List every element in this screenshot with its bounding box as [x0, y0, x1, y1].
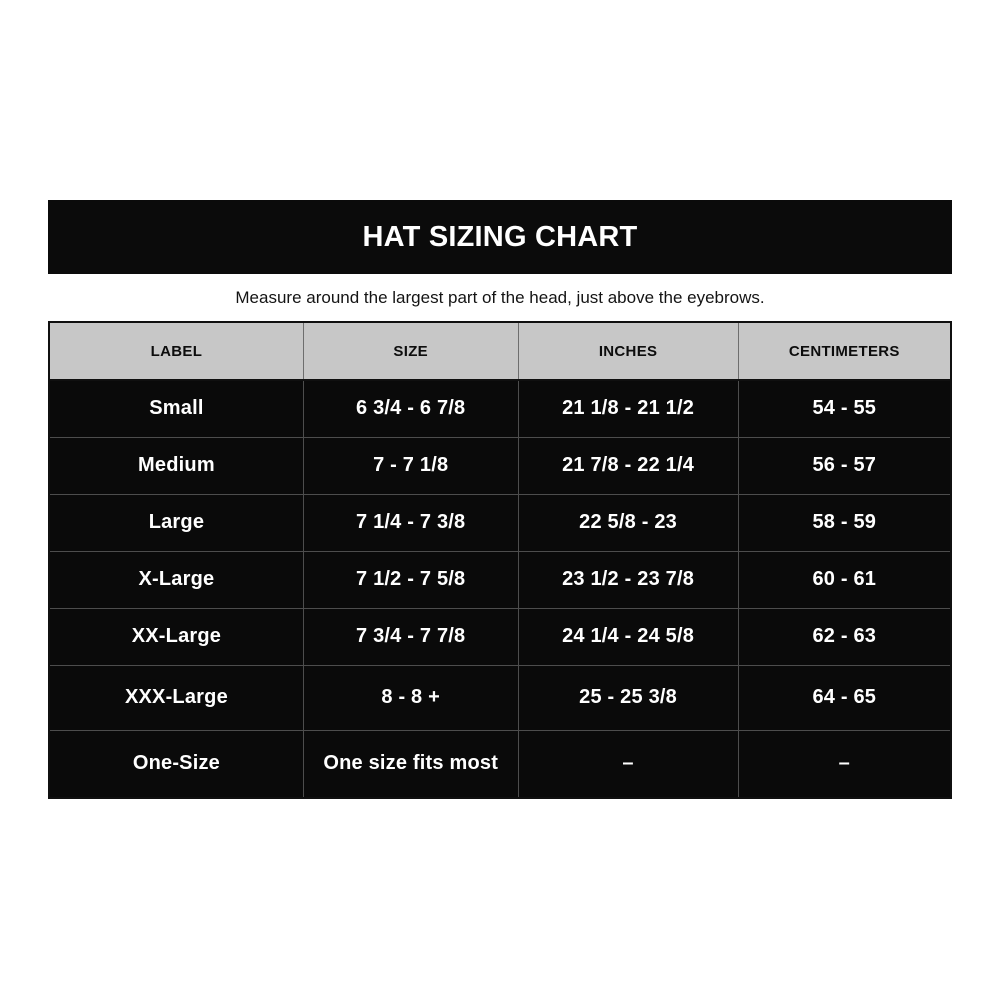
cell-inches: 23 1/2 - 23 7/8 — [518, 551, 738, 608]
cell-centimeters: 60 - 61 — [738, 551, 951, 608]
cell-size: One size fits most — [303, 730, 518, 798]
cell-inches: 22 5/8 - 23 — [518, 494, 738, 551]
cell-label: XX-Large — [49, 608, 303, 665]
cell-centimeters: 54 - 55 — [738, 380, 951, 437]
title-banner — [48, 200, 952, 274]
table-body — [49, 380, 951, 798]
cell-label: Medium — [49, 437, 303, 494]
cell-centimeters: 62 - 63 — [738, 608, 951, 665]
cell-inches: 25 - 25 3/8 — [518, 665, 738, 730]
table-row — [49, 494, 951, 551]
column-header-size: SIZE — [303, 322, 518, 380]
measurement-instruction: Measure around the largest part of the head, just above the eyebrows. — [235, 288, 765, 307]
cell-label: X-Large — [49, 551, 303, 608]
cell-size: 8 - 8 + — [303, 665, 518, 730]
column-header-inches: INCHES — [518, 322, 738, 380]
column-header-centimeters: CENTIMETERS — [738, 322, 951, 380]
header-row — [49, 322, 951, 380]
chart-content — [48, 200, 952, 799]
cell-inches: – — [518, 730, 738, 798]
table-row — [49, 608, 951, 665]
cell-inches: 24 1/4 - 24 5/8 — [518, 608, 738, 665]
table-row — [49, 437, 951, 494]
cell-label: Large — [49, 494, 303, 551]
hat-sizing-table — [48, 321, 952, 799]
cell-centimeters: 56 - 57 — [738, 437, 951, 494]
cell-centimeters: 58 - 59 — [738, 494, 951, 551]
table-row — [49, 551, 951, 608]
table-header — [49, 322, 951, 380]
column-header-label: LABEL — [49, 322, 303, 380]
table-row — [49, 380, 951, 437]
cell-size: 7 1/2 - 7 5/8 — [303, 551, 518, 608]
cell-label: XXX-Large — [49, 665, 303, 730]
table-row — [49, 730, 951, 798]
cell-size: 7 1/4 - 7 3/8 — [303, 494, 518, 551]
cell-size: 7 3/4 - 7 7/8 — [303, 608, 518, 665]
cell-inches: 21 7/8 - 22 1/4 — [518, 437, 738, 494]
cell-centimeters: 64 - 65 — [738, 665, 951, 730]
cell-centimeters: – — [738, 730, 951, 798]
table-row — [49, 665, 951, 730]
cell-size: 6 3/4 - 6 7/8 — [303, 380, 518, 437]
cell-label: One-Size — [49, 730, 303, 798]
cell-label: Small — [49, 380, 303, 437]
cell-size: 7 - 7 1/8 — [303, 437, 518, 494]
cell-inches: 21 1/8 - 21 1/2 — [518, 380, 738, 437]
page-title: HAT SIZING CHART — [362, 220, 638, 253]
